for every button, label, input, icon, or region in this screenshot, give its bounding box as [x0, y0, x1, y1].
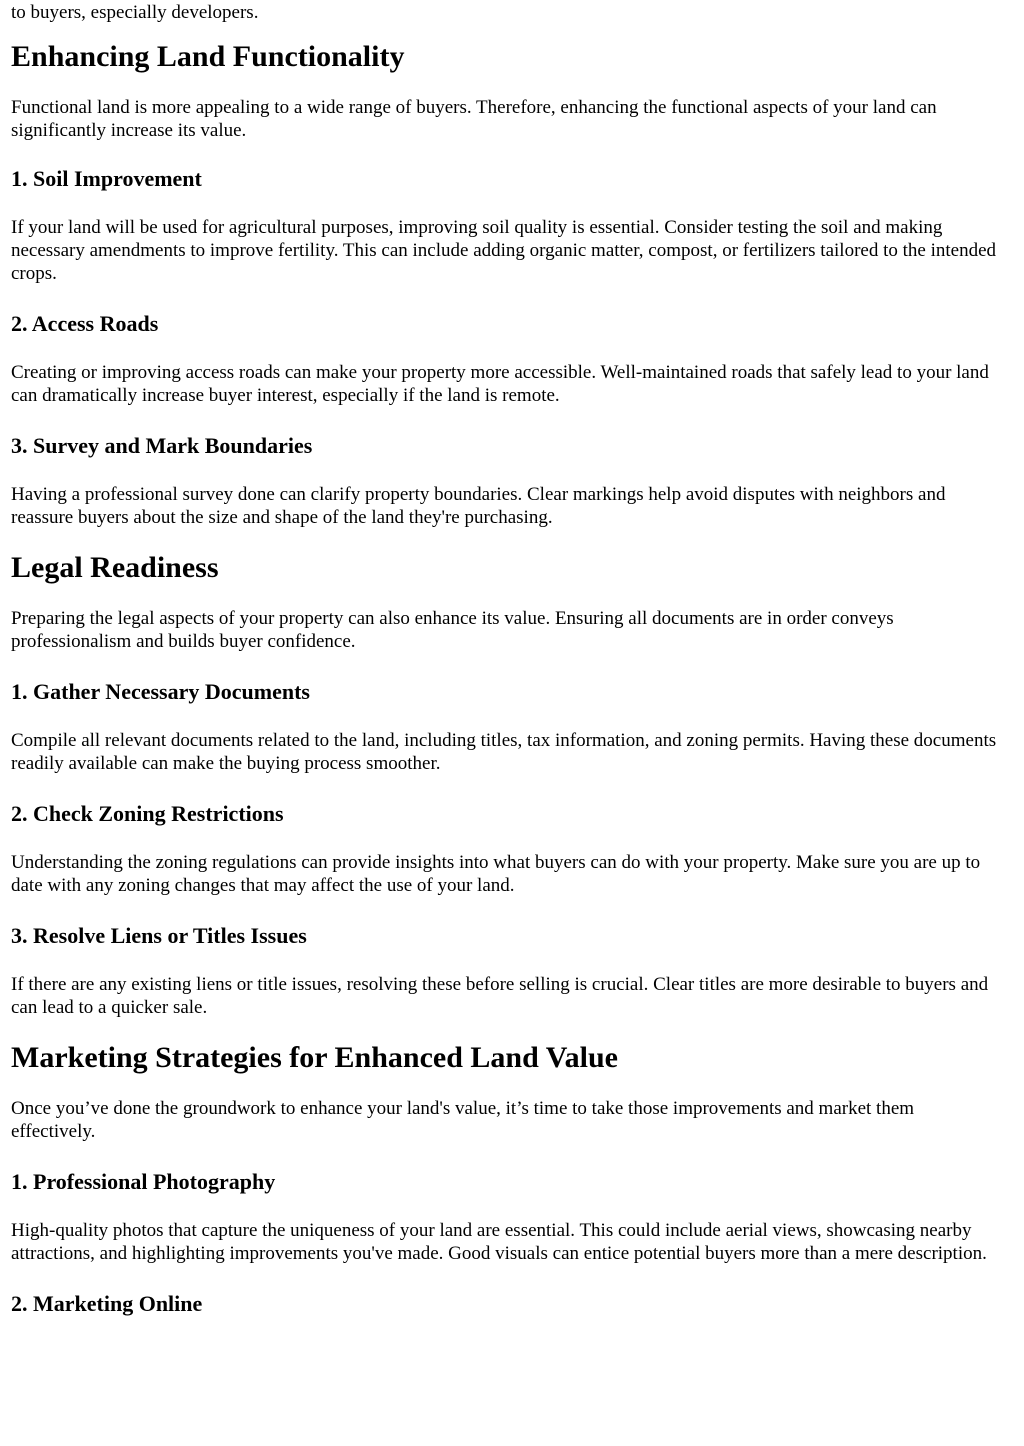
professional-photography-heading: 1. Professional Photography: [11, 1169, 276, 1194]
zoning-restrictions-body: Understanding the zoning regulations can provide insights into what buyers can do with your property. Make sure you are up to date with any zoning changes that may affect the use of your land.: [11, 852, 981, 896]
survey-boundaries-body: Having a professional survey done can clarify property boundaries. Clear markings help avoid disputes with neighbors and reassure buyers about the size and shape of the land they're purchasing.: [11, 484, 946, 528]
functionality-heading: Enhancing Land Functionality: [11, 40, 405, 73]
access-roads-body: Creating or improving access roads can make your property more accessible. Well-maintained roads that safely lead to your land can dramatically increase buyer interest, especially if the land is remote.: [11, 362, 989, 406]
marketing-heading: Marketing Strategies for Enhanced Land Value: [11, 1041, 618, 1074]
functionality-intro: Functional land is more appealing to a wide range of buyers. Therefore, enhancing the functional aspects of your land can significantly increase its value.: [11, 97, 937, 141]
gather-documents-heading: 1. Gather Necessary Documents: [11, 679, 310, 704]
soil-improvement-heading: 1. Soil Improvement: [11, 166, 202, 191]
zoning-restrictions-heading: 2. Check Zoning Restrictions: [11, 801, 284, 826]
article-content: [11, 0, 1001, 1317]
gather-documents-body: Compile all relevant documents related to the land, including titles, tax information, and zoning permits. Having these documents readily available can make the buying process smoother.: [11, 730, 997, 774]
marketing-online-heading: 2. Marketing Online: [11, 1291, 203, 1316]
liens-titles-body: If there are any existing liens or title issues, resolving these before selling is crucial. Clear titles are more desirable to buyers and can lead to a quicker sale.: [11, 974, 989, 1018]
intro-tail-paragraph: to buyers, especially developers.: [11, 2, 259, 23]
marketing-intro: Once you’ve done the groundwork to enhance your land's value, it’s time to take those improvements and market them effectively.: [11, 1098, 915, 1142]
survey-boundaries-heading: 3. Survey and Mark Boundaries: [11, 433, 313, 458]
professional-photography-body: High-quality photos that capture the uniqueness of your land are essential. This could include aerial views, showcasing nearby attractions, and highlighting improvements you've made. Good visuals can entice potential buyers more than a mere description.: [11, 1220, 987, 1264]
legal-intro: Preparing the legal aspects of your property can also enhance its value. Ensuring all documents are in order conveys professionalism and builds buyer confidence.: [11, 608, 894, 652]
liens-titles-heading: 3. Resolve Liens or Titles Issues: [11, 923, 307, 948]
soil-improvement-body: If your land will be used for agricultural purposes, improving soil quality is essential. Consider testing the soil and making necessary amendments to improve fertility. This can include adding organic matter, compost, or fertilizers tailored to the intended crops.: [11, 217, 997, 284]
legal-heading: Legal Readiness: [11, 551, 219, 584]
access-roads-heading: 2. Access Roads: [11, 311, 159, 336]
